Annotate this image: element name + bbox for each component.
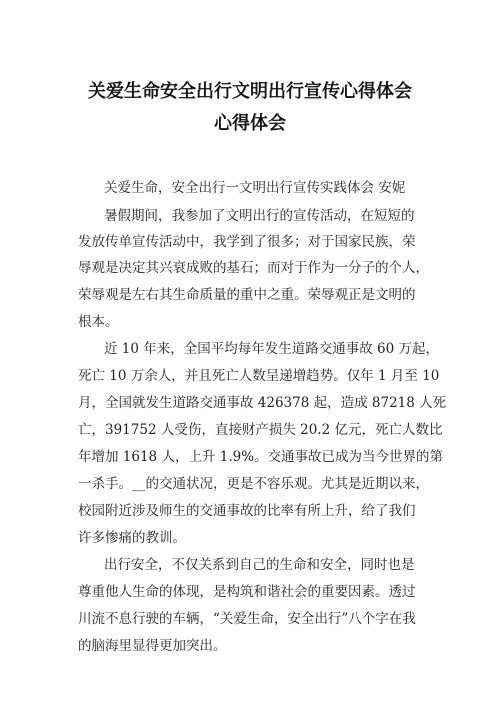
document-subtitle: 心得体会 [214, 113, 286, 134]
body-line: 死亡 10 万余人，并且死亡人数呈递增趋势。仅年 1 月至 10 [78, 368, 440, 384]
body-line: 一杀手。__的交通状况，更是不容乐观。尤其是近期以来， [78, 476, 429, 492]
body-line: 尊重他人生命的体现，是构筑和谐社会的重要因素。透过 [78, 584, 416, 600]
body-line: 发放传单宣传活动中，我学到了很多；对于国家民族，荣 [78, 234, 416, 250]
body-line: 出行安全，不仅关系到自己的生命和安全，同时也是 [104, 557, 415, 573]
body-line: 根本。 [78, 314, 119, 330]
body-line: 亡，391752 人受伤，直接财产损失 20.2 亿元，死亡人数比 [78, 422, 443, 438]
body-line: 暑假期间，我参加了文明出行的宣传活动，在短短的 [104, 208, 415, 224]
body-line: 年增加 1618 人，上升 1.9%。交通事故已成为当今世界的第 [78, 449, 444, 465]
body-line: 荣辱观是左右其生命质量的重中之重。荣辱观正是文明的 [78, 287, 416, 303]
body-line: 关爱生命，安全出行一文明出行宣传实践体会 安妮 [104, 180, 406, 196]
body-line: 近 10 年来，全国平均每年发生道路交通事故 60 万起， [104, 341, 440, 357]
body-line: 辱观是决定其兴衰成败的基石；而对于作为一分子的个人， [78, 260, 429, 276]
body-line: 许多惨痛的教训。 [78, 530, 186, 546]
body-line: 的脑海里显得更加突出。 [78, 638, 227, 654]
body-line: 月，全国就发生道路交通事故 426378 起，造成 87218 人死 [78, 395, 447, 411]
body-line: 川流不息行驶的车辆，“关爱生命，安全出行”八个字在我 [78, 611, 416, 627]
body-line: 校园附近涉及师生的交通事故的比率有所上升，给了我们 [78, 503, 416, 519]
document-title: 关爱生命安全出行文明出行宣传心得体会 [88, 81, 412, 102]
